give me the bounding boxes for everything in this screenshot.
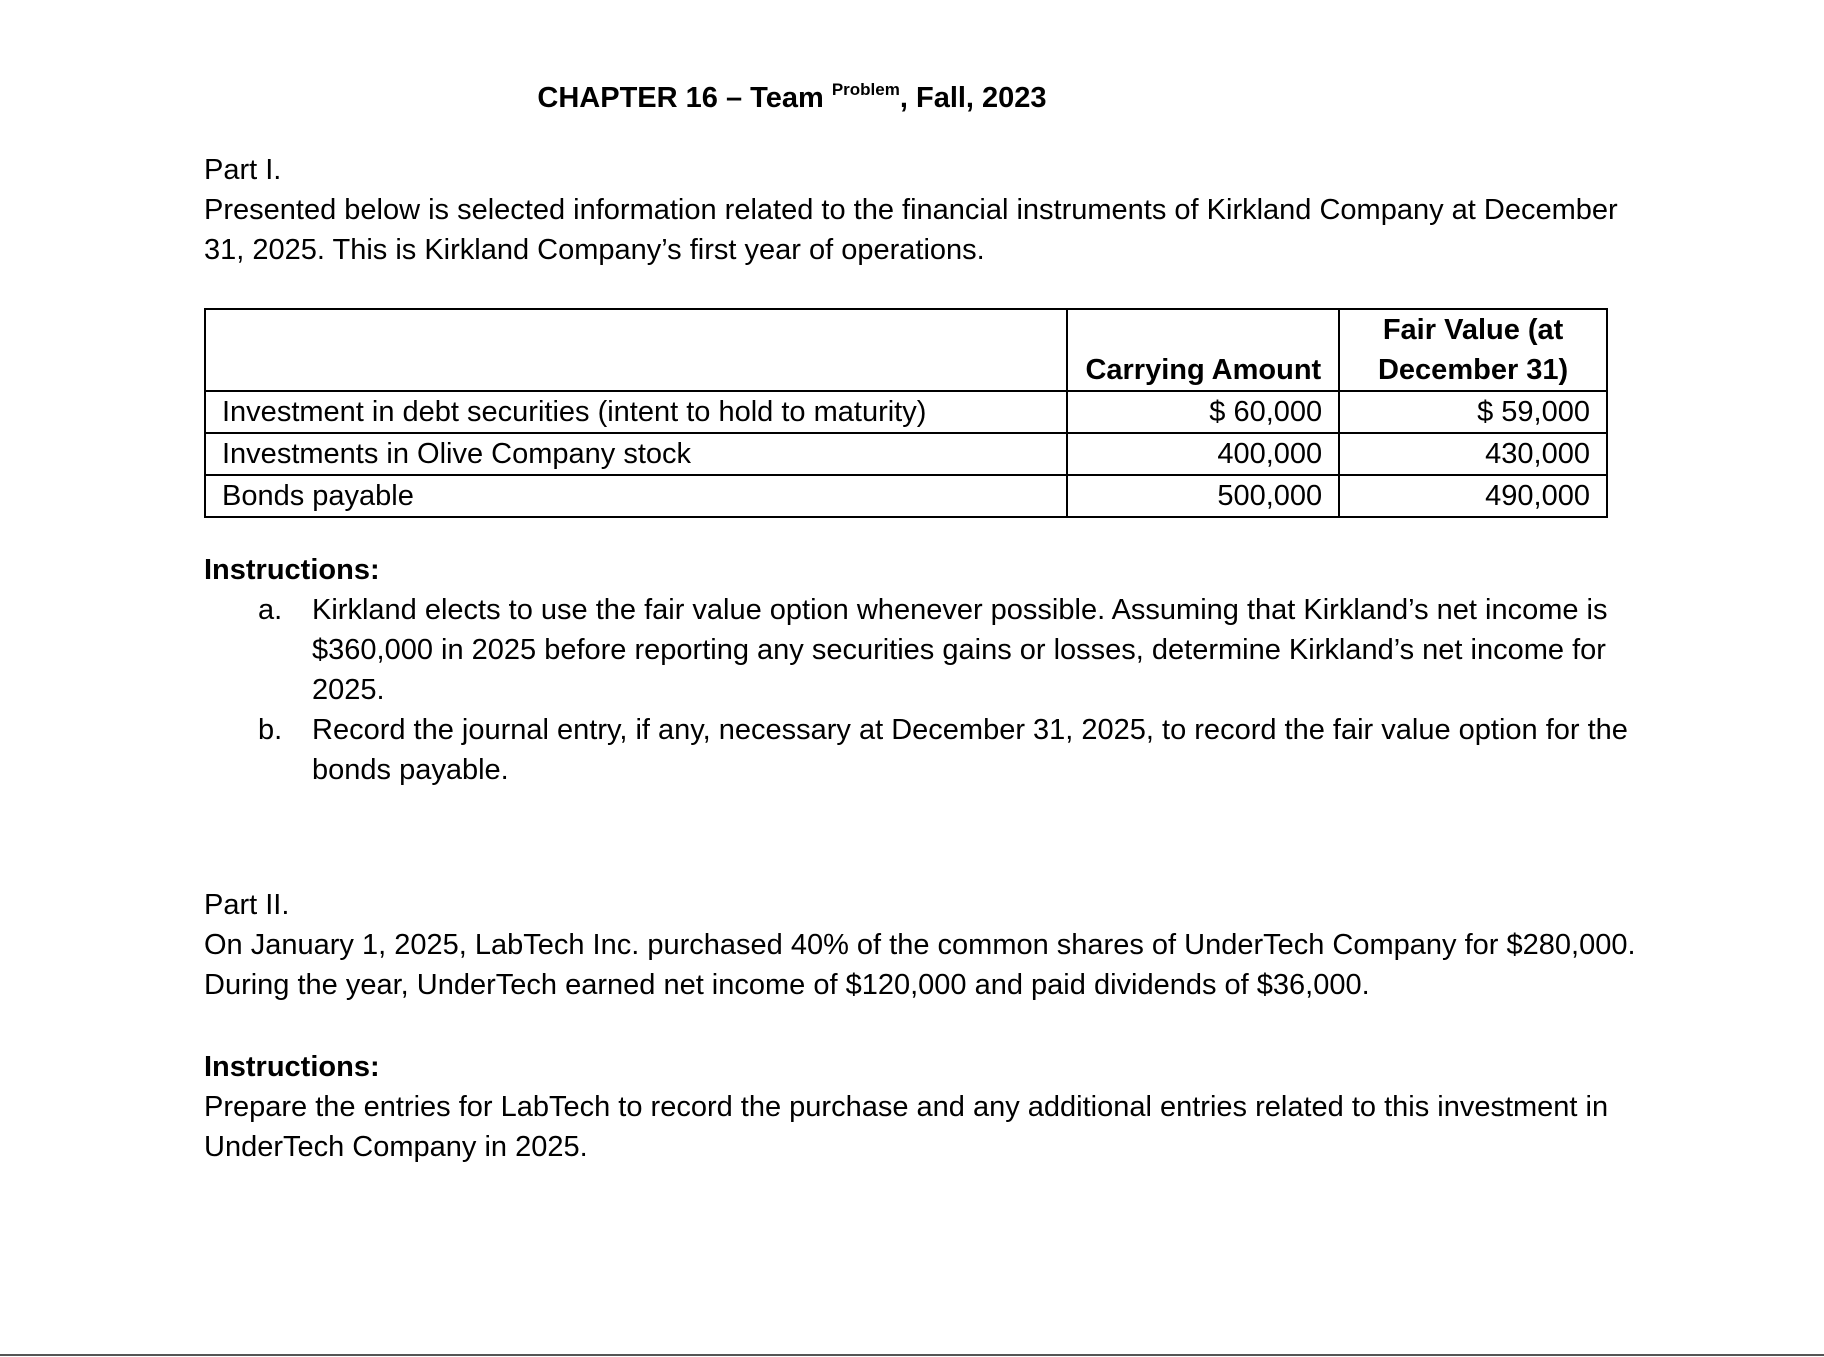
part2-heading: Part II. [204,889,290,921]
table-header-row [205,309,1607,391]
table-cell-carrying-amount: $ 60,000 [1067,391,1339,433]
table-header-carrying-amount: Carrying Amount [1067,309,1339,391]
table-header-blank [205,309,1067,391]
instruction-text: Kirkland elects to use the fair value option whenever possible. Assuming that Kirkland’s net income is $360,000 in 2025 before reporting any securities gains or losses, determine Kirkland’s net income for 2025. [312,594,1608,706]
part2-intro: On January 1, 2025, LabTech Inc. purchased 40% of the common shares of UnderTech Company for $280,000. During the year, UnderTech earned net income of $120,000 and paid dividends of $36,000. [204,929,1636,1001]
table-header-fair-value: Fair Value (at December 31) [1339,309,1607,391]
part2-instructions-heading: Instructions: [204,1051,380,1083]
table-cell-carrying-amount: 500,000 [1067,475,1339,517]
table-row [205,391,1607,433]
table-row [205,475,1607,517]
page-title [0,70,1704,118]
financial-instruments-table [204,308,1608,518]
list-item [204,590,1644,710]
title-suffix: , Fall, 2023 [899,82,1047,114]
table-cell-item: Investment in debt securities (intent to hold to maturity) [205,391,1067,433]
part1-instructions-list [204,590,1644,790]
table-cell-carrying-amount: 400,000 [1067,433,1339,475]
table-cell-item: Bonds payable [205,475,1067,517]
part1-instructions-heading: Instructions: [204,554,380,586]
title-main: CHAPTER 16 – Team [537,82,824,114]
document-body [204,150,1644,1167]
part2-instructions-text: Prepare the entries for LabTech to record the purchase and any additional entries related to this investment in UnderTech Company in 2025. [204,1091,1609,1163]
table-cell-fair-value: $ 59,000 [1339,391,1607,433]
part1-intro: Presented below is selected information related to the financial instruments of Kirkland Company at December 31, 2025. This is Kirkland Company’s first year of operations. [204,194,1618,266]
bottom-divider [0,1354,1824,1356]
table-cell-fair-value: 430,000 [1339,433,1607,475]
table-row [205,433,1607,475]
title-superscript: Problem [831,80,900,99]
instruction-text: Record the journal entry, if any, necessary at December 31, 2025, to record the fair value option for the bonds payable. [312,714,1628,786]
table-cell-item: Investments in Olive Company stock [205,433,1067,475]
part1-heading: Part I. [204,154,282,186]
list-marker: b. [258,714,283,746]
list-item [204,710,1644,790]
table-cell-fair-value: 490,000 [1339,475,1607,517]
list-marker: a. [258,594,283,626]
